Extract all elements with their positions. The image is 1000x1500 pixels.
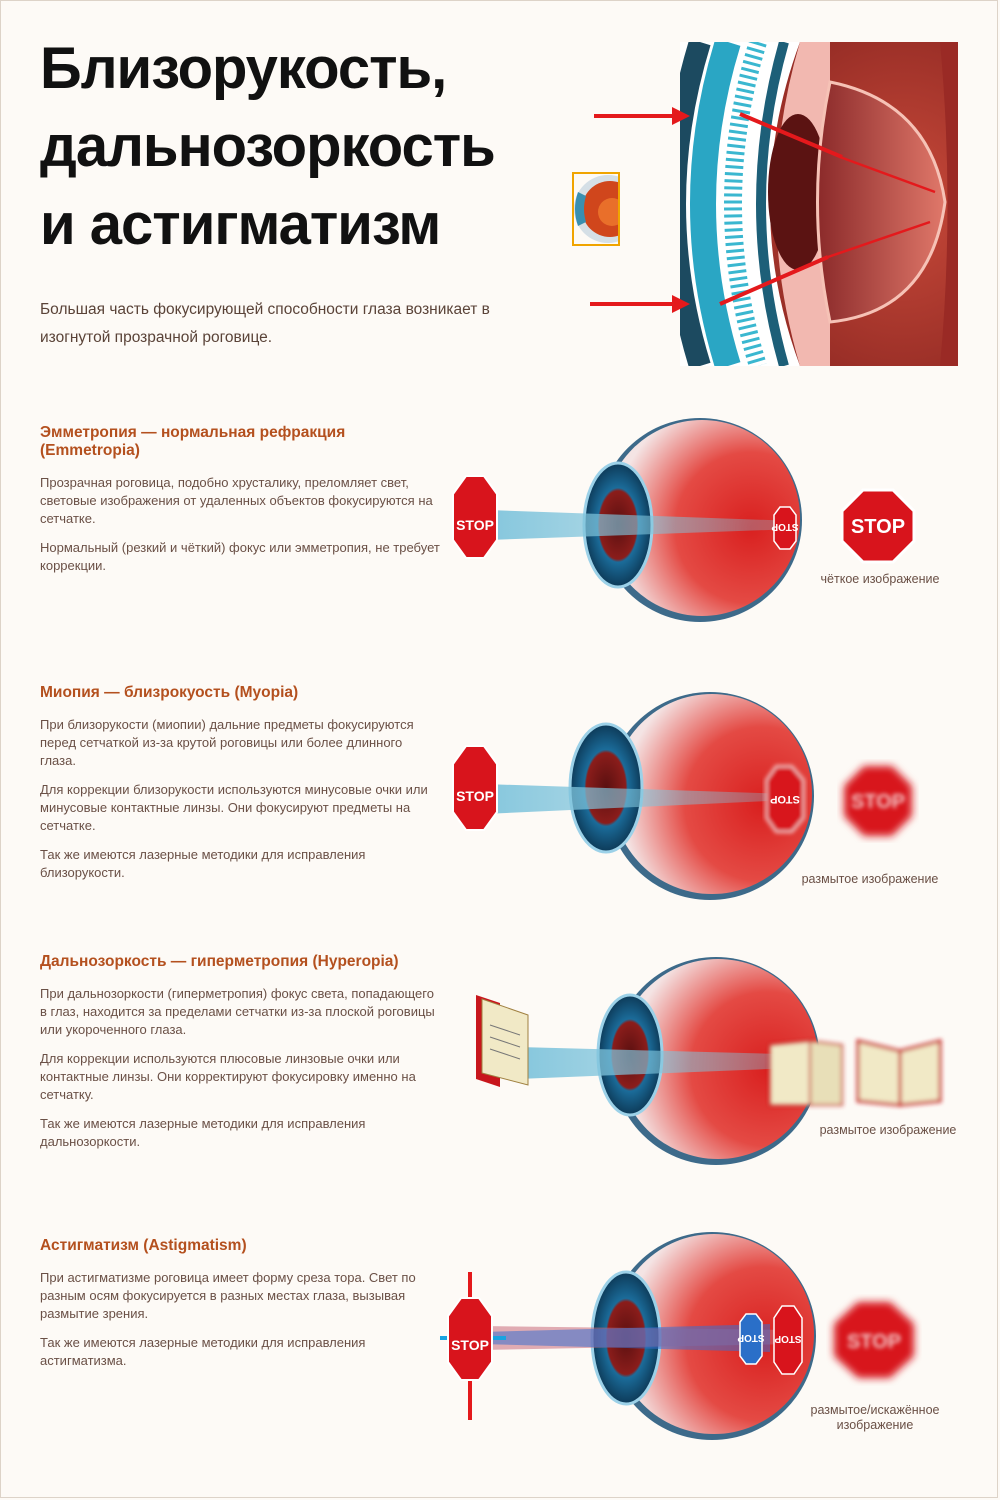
retina-stop-image: STOP bbox=[770, 793, 800, 805]
caption-line-1: размытое/искажённое bbox=[810, 1403, 940, 1417]
section-paragraph: Так же имеются лазерные методики для исправления дальнозоркости. bbox=[40, 1116, 366, 1149]
emmetropia-diagram bbox=[440, 415, 960, 635]
section-paragraph: Так же имеются лазерные методики для исправления астигматизма. bbox=[40, 1335, 366, 1368]
retina-book-image bbox=[770, 1041, 842, 1105]
section-astigmatism bbox=[40, 1237, 440, 1381]
section-heading: Дальнозоркость — гиперметропия (Hyperopia) bbox=[40, 953, 399, 970]
title-line-3: и астигматизм bbox=[40, 192, 441, 257]
section-heading: Миопия — близрокуость (Myopia) bbox=[40, 684, 299, 701]
image-caption: чёткое изображение bbox=[820, 572, 940, 586]
retina-focus-red: STOP bbox=[774, 1333, 802, 1344]
title-line-2: дальнозоркость bbox=[40, 114, 495, 179]
section-paragraph: Для коррекции близорукости используются минусовые очки или минусовые контактные линзы. Они фокусируют предметы на сетчатке. bbox=[40, 782, 428, 833]
section-paragraph: Нормальный (резкий и чёткий) фокус или эмметропия, не требует коррекции. bbox=[40, 540, 440, 573]
title-line-1: Близорукость, bbox=[40, 36, 447, 101]
section-paragraph: Прозрачная роговица, подобно хрусталику, преломляет свет, световые изображения от удаленных объектов фокусируются на сетчатке. bbox=[40, 475, 433, 526]
object-stop-sign: STOP bbox=[451, 1337, 489, 1353]
section-paragraph: Так же имеются лазерные методики для исправления близорукости. bbox=[40, 847, 366, 880]
section-paragraph: При астигматизме роговица имеет форму среза тора. Свет по разным осям фокусируется в разных местах глаза, вызывая размытие зрения. bbox=[40, 1270, 416, 1321]
hyperopia-diagram bbox=[440, 955, 960, 1175]
perceived-stop-sign: STOP bbox=[850, 791, 906, 813]
retina-focus-blue: STOP bbox=[737, 1332, 765, 1343]
retina-stop-image: STOP bbox=[771, 521, 799, 532]
object-stop-sign: STOP bbox=[456, 788, 494, 804]
section-paragraph: При близорукости (миопии) дальние предметы фокусируются перед сетчаткой из-за крутой роговицы или более длинного глаза. bbox=[40, 717, 414, 768]
perceived-stop-sign: STOP bbox=[850, 516, 906, 538]
section-paragraph: При дальнозоркости (гиперметропия) фокус света, попадающего в глаз, находится за пределами сетчатки из-за плоской роговицы или укороченного глаза. bbox=[40, 986, 435, 1037]
section-emmetropia bbox=[40, 424, 440, 586]
image-caption: размытое изображение bbox=[819, 1123, 957, 1137]
perceived-stop-sign: STOP bbox=[846, 1331, 902, 1353]
section-heading: Астигматизм (Astigmatism) bbox=[40, 1237, 247, 1254]
page-title bbox=[40, 30, 560, 264]
intro-text: Большая часть фокусирующей способности глаза возникает в изогнутой прозрачной роговице. bbox=[40, 301, 490, 346]
incoming-light-arrows bbox=[590, 100, 690, 320]
section-paragraph: Для коррекции используются плюсовые линзовые очки или контактные линзы. Они корректируют фокусировку именно на сетчатку. bbox=[40, 1051, 416, 1102]
section-heading: Эмметропия — нормальная рефракция (Emmetropia) bbox=[40, 424, 346, 459]
image-caption: размытое изображение bbox=[801, 872, 939, 886]
perceived-book bbox=[858, 1041, 940, 1105]
cornea-cross-section bbox=[680, 42, 958, 366]
caption-line-2: изображение bbox=[836, 1418, 914, 1432]
object-stop-sign: STOP bbox=[456, 517, 494, 533]
section-hyperopia bbox=[40, 953, 440, 1162]
object-book bbox=[476, 995, 528, 1087]
image-caption bbox=[800, 1403, 950, 1433]
section-myopia bbox=[40, 684, 440, 893]
